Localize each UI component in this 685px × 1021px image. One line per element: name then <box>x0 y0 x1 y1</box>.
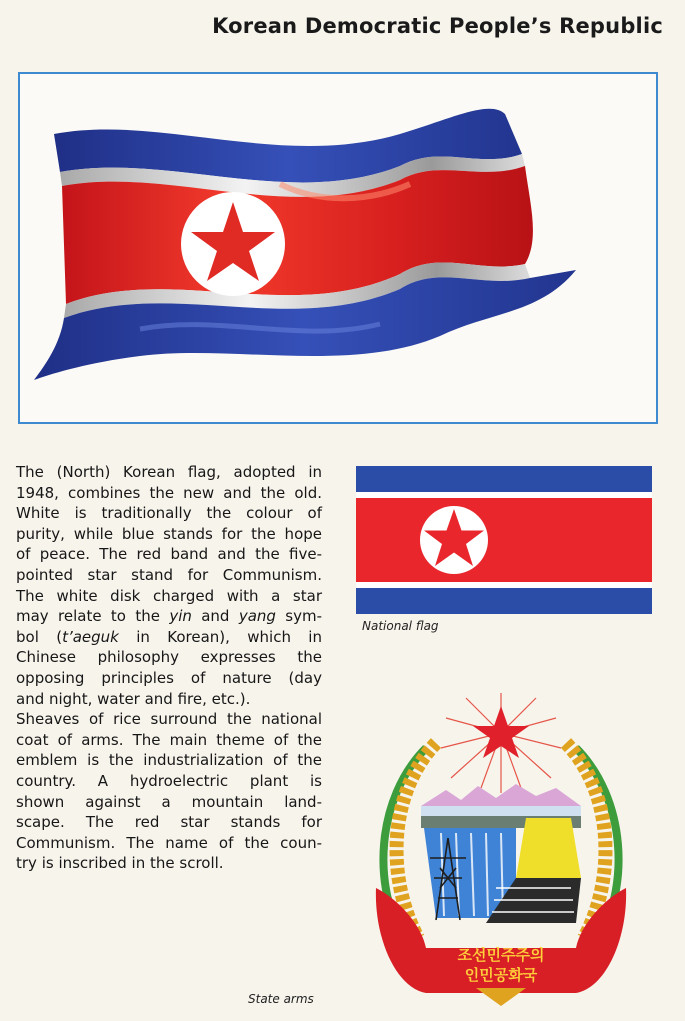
text-line: Communism. The name of the coun- <box>16 833 322 852</box>
waving-flag-frame <box>18 72 658 424</box>
text-line: opposing principles of nature (day <box>16 668 322 687</box>
text-line: bol (t’aeguk in Korean), which in <box>16 627 322 646</box>
text-line: of peace. The red band and the five- <box>16 545 322 564</box>
page-title: Korean Democratic People’s Republic <box>212 14 663 38</box>
text-line: 1948, combines the new and the old. <box>16 483 322 502</box>
national-flag <box>356 466 652 614</box>
scroll-line-2: 인민공화국 <box>464 966 538 984</box>
text-line: The white disk charged with a star <box>16 586 322 605</box>
text-line: and night, water and fire, etc.). <box>16 689 251 708</box>
text-line: scape. The red star stands for <box>16 813 322 832</box>
text-line: Chinese philosophy expresses the <box>16 648 322 667</box>
text-line: emblem is the industrialization of the <box>16 751 322 770</box>
text-line: Sheaves of rice surround the national <box>16 710 322 729</box>
text-line: may relate to the yin and yang sym- <box>16 607 322 626</box>
text-line: pointed star stand for Communism. <box>16 565 322 584</box>
state-arms-emblem <box>366 688 636 1008</box>
text-line: try is inscribed in the scroll. <box>16 854 224 873</box>
text-line: purity, while blue stands for the hope <box>16 524 322 543</box>
text-line: country. A hydroelectric plant is <box>16 771 322 790</box>
scroll-line-1: 조선민주주의 <box>457 946 545 964</box>
body-text <box>16 462 322 874</box>
waving-flag-illustration <box>20 74 656 422</box>
text-line: White is traditionally the colour of <box>16 504 322 523</box>
flag-caption: National flag <box>362 619 439 633</box>
arms-caption: State arms <box>248 992 314 1006</box>
text-line: shown against a mountain land- <box>16 792 322 811</box>
text-line: The (North) Korean flag, adopted in <box>16 463 322 481</box>
text-line: coat of arms. The main theme of the <box>16 730 322 749</box>
